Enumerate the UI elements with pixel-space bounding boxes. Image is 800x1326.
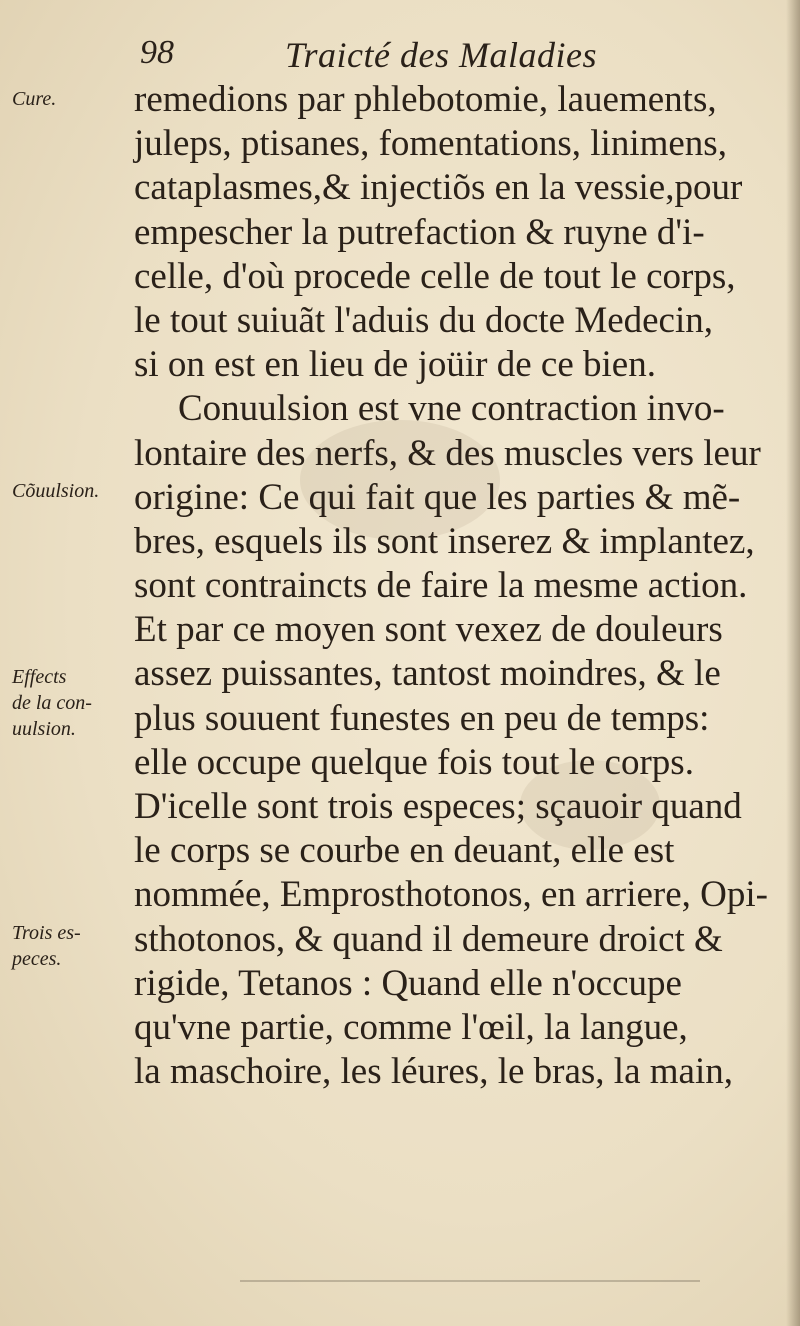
margin-note-three-species: [12, 920, 81, 972]
margin-note-line: uulsion.: [12, 718, 76, 740]
text-line: sthotonos, & quand il demeure droict &: [134, 918, 723, 960]
text-line: assez puissantes, tantost moindres, & le: [134, 653, 721, 695]
text-line: sont contraincts de faire la mesme action.: [134, 565, 748, 607]
text-line: cataplasmes,& injectiõs en la vessie,pour: [134, 167, 743, 209]
text-line: bres, esquels ils sont inserez & implantez,: [134, 520, 755, 562]
text-line: la maschoire, les léures, le bras, la main,: [134, 1051, 733, 1093]
running-title: Traicté des Maladies: [285, 35, 597, 75]
text-line: origine: Ce qui fait que les parties & mẽ-: [134, 476, 741, 518]
margin-note-conuulsion: [12, 478, 99, 504]
bleed-through-rule: [240, 1280, 700, 1282]
text-line: le corps se courbe en deuant, elle est: [134, 830, 675, 872]
text-line: rigide, Tetanos : Quand elle n'occupe: [134, 962, 682, 1004]
page-edge-shadow: [786, 0, 800, 1326]
text-line: juleps, ptisanes, fomentations, linimens,: [134, 123, 727, 165]
margin-note-line: de la con-: [12, 692, 92, 714]
margin-note-line: peces.: [12, 948, 62, 970]
page-number: 98: [140, 34, 174, 71]
margin-note-line: Cõuulsion.: [12, 480, 100, 502]
text-line: D'icelle sont trois especes; sçauoir quand: [134, 786, 742, 827]
text-line: remedions par phlebotomie, lauements,: [134, 79, 717, 120]
text-line: le tout suiuãt l'aduis du docte Medecin,: [134, 299, 714, 341]
margin-note-line: Effects: [12, 666, 67, 688]
margin-note-effects: [12, 664, 92, 742]
margin-note-line: Trois es-: [12, 922, 81, 944]
text-line: qu'vne partie, comme l'œil, la langue,: [134, 1006, 688, 1048]
body-text: [128, 78, 768, 1094]
text-line: nommée, Emprosthotonos, en arriere, Opi-: [134, 874, 768, 916]
text-line: lontaire des nerfs, & des muscles vers leur: [134, 432, 761, 474]
text-line: empescher la putrefaction & ruyne d'i-: [134, 211, 705, 253]
margin-note-line: Cure.: [12, 88, 57, 110]
text-line: Et par ce moyen sont vexez de douleurs: [134, 609, 723, 651]
text-line: elle occupe quelque fois tout le corps.: [134, 741, 694, 783]
margin-note-cure: [12, 86, 56, 112]
text-line: celle, d'où procede celle de tout le corps,: [134, 255, 736, 297]
page-header: [0, 32, 800, 82]
text-line: Conuulsion est vne contraction invo-: [178, 388, 725, 430]
text-line: si on est en lieu de joüir de ce bien.: [134, 344, 656, 386]
text-line: plus souuent funestes en peu de temps:: [134, 697, 710, 739]
